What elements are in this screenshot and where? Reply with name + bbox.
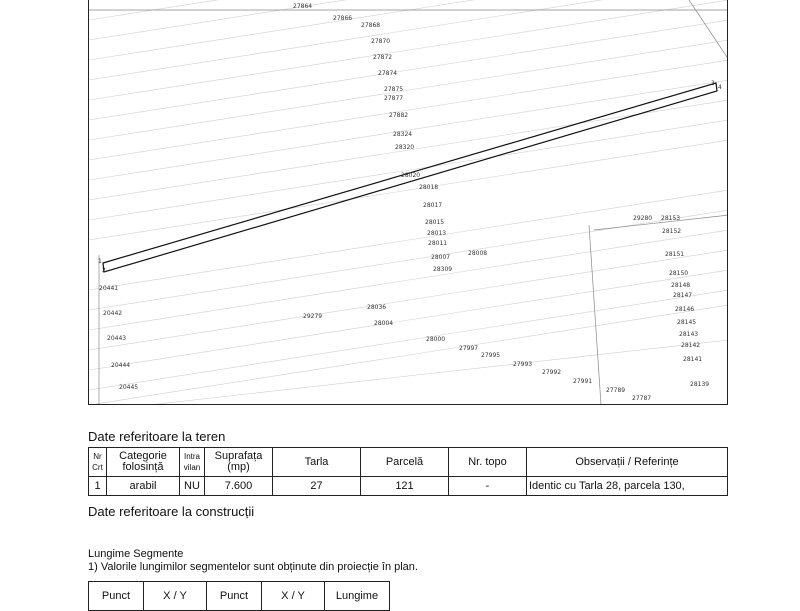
parcel-label: 27882	[389, 112, 409, 119]
parcel-label: 27997	[459, 345, 479, 352]
parcel-label: 27992	[542, 369, 562, 376]
parcel-label: 27875	[384, 86, 404, 93]
parcel-label: 28000	[426, 336, 446, 343]
parcel-label: 27991	[573, 378, 593, 385]
parcel-label: 27993	[513, 361, 533, 368]
parcel-label: 27874	[378, 70, 398, 77]
teren-table-header	[89, 448, 728, 477]
parcel-label: 28020	[401, 172, 421, 179]
parcel-label: 27866	[333, 15, 353, 22]
cell-categorie: arabil	[107, 477, 180, 496]
parcel-label: 28004	[374, 320, 394, 327]
parcel-label: 28015	[425, 219, 445, 226]
col-intravilan: Intra vilan	[180, 448, 205, 477]
parcel-label: 20445	[119, 384, 139, 391]
cell-tarla: 27	[273, 477, 361, 496]
segmente-note: 1) Valorile lungimilor segmentelor sunt obținute din proiecție în plan.	[88, 561, 418, 573]
point-label-3: 3	[711, 80, 715, 87]
parcel-label: 28309	[433, 266, 453, 273]
parcel-label: 28017	[423, 202, 443, 209]
parcel-label: 27870	[371, 38, 391, 45]
parcel-label: 28150	[669, 270, 689, 277]
cell-parcela: 121	[361, 477, 449, 496]
parcel-label: 20443	[107, 335, 127, 342]
parcel-label: 27868	[361, 22, 381, 29]
parcel-label: 28152	[662, 228, 682, 235]
parcel-label: 28143	[679, 331, 699, 338]
parcel-label: 28151	[665, 251, 685, 258]
cadastral-plan	[88, 0, 728, 405]
teren-heading: Date referitoare la teren	[88, 429, 226, 444]
cell-nr: 1	[89, 477, 107, 496]
col-tarla: Tarla	[273, 448, 361, 477]
point-label-2: 2	[102, 267, 106, 274]
parcel-label: 29279	[303, 313, 323, 320]
parcel-label: 28139	[690, 381, 710, 388]
segmente-title: Lungime Segmente	[88, 548, 184, 560]
boundary-lines	[89, 0, 728, 405]
plan-drawing	[89, 0, 728, 405]
segmente-table-header	[89, 582, 390, 611]
parcel-label: 29280	[633, 215, 653, 222]
cell-nr-topo: -	[449, 477, 527, 496]
parcel-label: 28320	[395, 144, 415, 151]
parcel-label: 28013	[427, 230, 447, 237]
parcel-label: 28007	[431, 254, 451, 261]
parcel-label: 28036	[367, 304, 387, 311]
parcel-label: 27787	[632, 395, 652, 402]
parcel-label: 28153	[661, 215, 681, 222]
cell-intravilan: NU	[180, 477, 205, 496]
parcel-label: 27864	[293, 3, 313, 10]
col-suprafata: Suprafața (mp)	[205, 448, 273, 477]
col-xy-2: X / Y	[262, 582, 325, 611]
point-label-1: 1	[98, 258, 102, 265]
parcel-label: 28324	[393, 131, 413, 138]
col-xy: X / Y	[144, 582, 207, 611]
constructii-heading: Date referitoare la construcții	[88, 504, 255, 519]
parcel-label: 28148	[671, 282, 691, 289]
col-nr-crt: Nr Crt	[89, 448, 107, 477]
col-nr-topo: Nr. topo	[449, 448, 527, 477]
cell-suprafata: 7.600	[205, 477, 273, 496]
cell-observatii: Identic cu Tarla 28, parcela 130,	[527, 477, 728, 496]
parcel-label: 20441	[99, 285, 119, 292]
parcel-label: 27877	[384, 95, 404, 102]
col-punct: Punct	[89, 582, 144, 611]
parcel-label: 28142	[681, 342, 701, 349]
parcel-label: 20442	[103, 310, 123, 317]
parcel-label: 28011	[428, 240, 448, 247]
parcel-lines	[89, 0, 728, 405]
col-observatii: Observații / Referințe	[527, 448, 728, 477]
parcel-label: 27872	[373, 54, 393, 61]
parcel-label: 28147	[673, 292, 693, 299]
col-punct-2: Punct	[207, 582, 262, 611]
table-row	[89, 477, 728, 496]
parcel-label: 28018	[419, 184, 439, 191]
parcel-label: 28146	[675, 306, 695, 313]
parcel-label: 28141	[683, 356, 703, 363]
parcel-label: 27789	[606, 387, 626, 394]
parcel-label: 28145	[677, 319, 697, 326]
col-parcela: Parcelă	[361, 448, 449, 477]
point-label-4: 4	[718, 84, 722, 91]
parcel-label: 20444	[111, 362, 131, 369]
parcel-label: 27995	[481, 352, 501, 359]
segmente-table	[88, 581, 390, 611]
parcel-label: 28008	[468, 250, 488, 257]
teren-table	[88, 447, 728, 496]
col-lungime: Lungime	[325, 582, 390, 611]
col-categorie: Categorie folosință	[107, 448, 180, 477]
